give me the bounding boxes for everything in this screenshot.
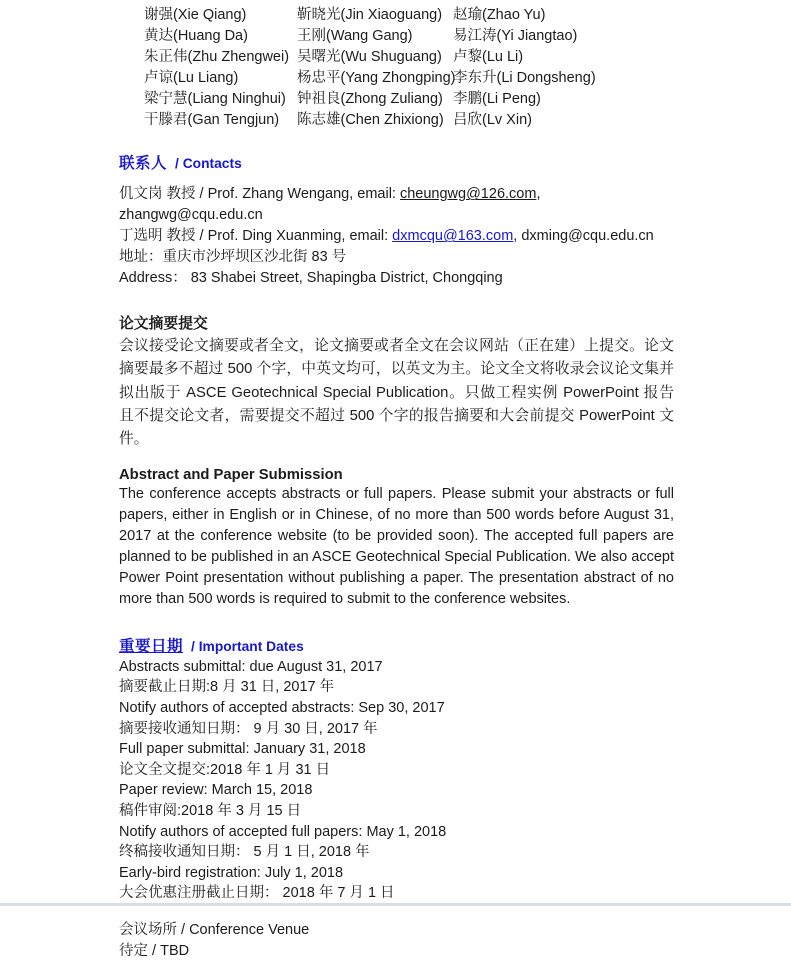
committee-member: 吕欣(Lv Xin) [453, 111, 532, 128]
committee-member: 李鹏(Li Peng) [453, 90, 541, 107]
committee-member: 卢黎(Lu Li) [453, 48, 524, 65]
venue-title: 会议场所 / Conference Venue [119, 922, 310, 939]
committee-member: 赵瑜(Zhao Yu) [453, 7, 546, 23]
submission-zh-body: 会议接受论文摘要或者全文，论文摘要或者全文在会议网站（正在建）上提交。论文摘要最多不超过 500 个字，中英文均可，以英文为主。论文全文将收录会议论文集并拟出版于 ASCE Geotechnical Special Publication。只做工程实例 PowerPoint 报告且不提交论文者，需要提交不超过 500 个字的报告摘要和大会前提交 PowerPoint 文件。 [119, 337, 674, 448]
committee-member: 黄达(Huang Da) [144, 27, 248, 44]
committee-member: 杨忠平(Yang Zhongping) [297, 69, 456, 86]
address-line-zh: 地址：重庆市沙坪坝区沙北街 83 号 [119, 249, 347, 266]
address-line-en: Address： 83 Shabei Street, Shapingba District, Chongqing [119, 270, 503, 287]
important-dates-heading-zh: 重要日期 [119, 637, 184, 655]
date-item: 大会优惠注册截止日期： 2018 年 7 月 1 日 [119, 885, 395, 902]
email-link-cheungwg[interactable]: cheungwg@126.com [399, 186, 537, 203]
venue-block [119, 920, 674, 962]
date-item: Full paper submittal: January 31, 2018 [119, 741, 366, 758]
committee-member: 卢谅(Lu Liang) [144, 69, 239, 86]
date-item: Early-bird registration: July 1, 2018 [119, 864, 344, 881]
submission-en-heading: Abstract and Paper Submission [119, 467, 343, 484]
contact-prof-ding-text: 丁选明 教授 / Prof. Ding Xuanming, email: [119, 228, 393, 245]
submission-en-body: The conference accepts abstracts or full papers. Please submit your abstracts or full papers, either in English or in Chinese, of no more than 500 words before August 31, 2017 at the conference website (to be provided soon). The accepted full papers are planned to be published in an ASCE Geotechnical Special Publication. We also accept Power Point presentation without publishing a paper. The presentation abstract of no more than 500 words is required to submit to the conference websites. [119, 486, 674, 607]
committee-member: 钟祖良(Zhong Zuliang) [297, 90, 443, 107]
committee-member: 梁宁慧(Liang Ninghui) [144, 90, 286, 107]
committee-member: 李东升(Li Dongsheng) [453, 69, 596, 86]
date-item: Abstracts submittal: due August 31, 2017 [119, 658, 383, 675]
committee-member: 王刚(Wang Gang) [297, 27, 413, 44]
committee-member: 靳晓光(Jin Xiaoguang) [297, 7, 443, 23]
contact-prof-zhang-alt-email: , zhangwg@cqu.edu.cn [119, 186, 541, 224]
date-item: Paper review: March 15, 2018 [119, 782, 313, 799]
date-item: Notify authors of accepted abstracts: Sep 30, 2017 [119, 700, 445, 717]
contacts-heading-zh: 联系人 [119, 155, 168, 173]
contacts-block [119, 184, 674, 289]
submission-zh-heading: 论文摘要提交 [119, 315, 208, 332]
contact-prof-zhang-text: 仉文岗 教授 / Prof. Zhang Wengang, email: [119, 186, 400, 203]
committee-member: 易江涛(Yi Jiangtao) [453, 27, 578, 44]
contact-line-prof-zhang [119, 184, 674, 226]
committee-member: 陈志雄(Chen Zhixiong) [297, 111, 444, 128]
important-dates-heading-en: / Important Dates [191, 638, 304, 654]
contact-line-prof-ding [119, 226, 674, 247]
venue-tbd: 待定 / TBD [119, 942, 190, 959]
committee-member: 吴曙光(Wu Shuguang) [297, 48, 442, 65]
contact-prof-ding-alt-email: , dxming@cqu.edu.cn [513, 228, 654, 245]
email-link-dxmcqu[interactable]: dxmcqu@163.com [392, 228, 514, 245]
committee-member: 朱正伟(Zhu Zhengwei) [144, 48, 290, 65]
committee-name-list [144, 5, 674, 130]
date-item: Notify authors of accepted full papers: May 1, 2018 [119, 823, 447, 840]
important-dates-heading [119, 634, 674, 656]
contacts-heading [119, 151, 674, 173]
important-dates-list [119, 657, 674, 904]
date-item: 摘要接收通知日期： 9 月 30 日, 2017 年 [119, 720, 378, 737]
date-item: 摘要截止日期:8 月 31 日, 2017 年 [119, 679, 335, 696]
date-item: 论文全文提交:2018 年 1 月 31 日 [119, 761, 331, 778]
date-item: 稿件审阅:2018 年 3 月 15 日 [119, 803, 302, 820]
date-item: 终稿接收通知日期： 5 月 1 日, 2018 年 [119, 844, 370, 861]
committee-member: 干滕君(Gan Tengjun) [144, 111, 280, 128]
contacts-heading-en: / Contacts [175, 156, 242, 172]
committee-member: 谢强(Xie Qiang) [144, 7, 247, 23]
